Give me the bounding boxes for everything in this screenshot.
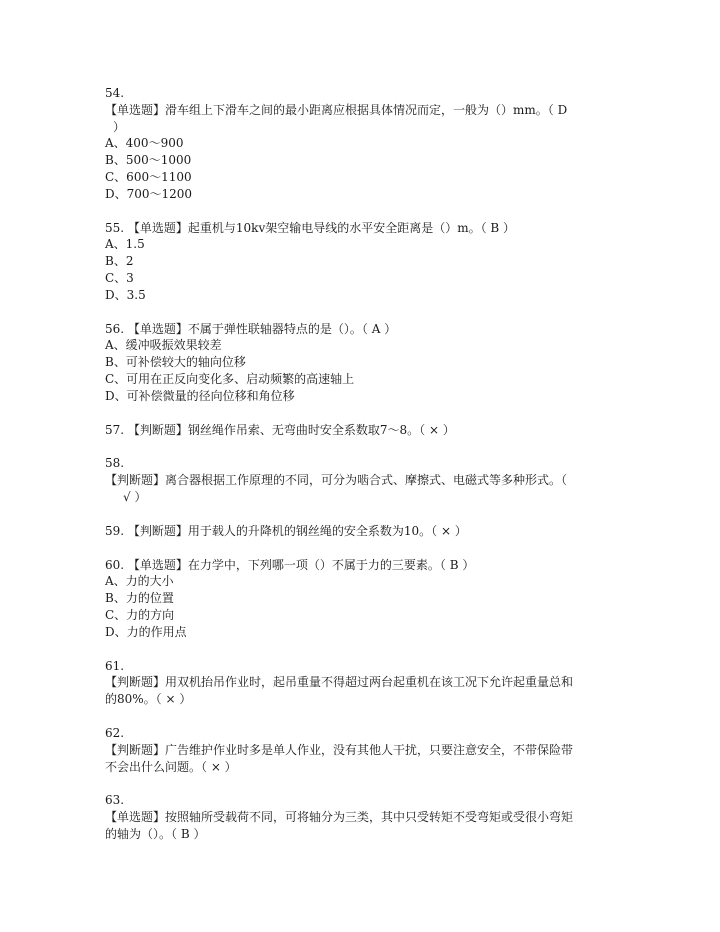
option-d: D、3.5 [105,287,146,302]
option-c: C、可用在正反向变化多、启动频繁的高速轴上 [105,371,355,386]
question-stem: 59. 【判断题】用于载人的升降机的钢丝绳的安全系数为10。（ × ） [105,523,467,538]
question-62 [105,725,615,775]
option-d: D、可补偿微量的径向位移和角位移 [105,388,295,403]
question-number: 58. [105,456,125,471]
question-55 [105,220,615,304]
option-c: C、600～1100 [105,169,192,184]
option-d: D、力的作用点 [105,624,187,639]
question-58 [105,455,615,505]
question-stem-continued: 的轴为（）。（ B ） [105,826,206,841]
option-a: A、缓冲吸振效果较差 [105,338,222,353]
option-b: B、500～1000 [105,153,192,168]
question-56 [105,321,615,405]
option-d: D、700～1200 [105,186,193,201]
question-stem-continued: ） [113,119,126,134]
question-57 [105,422,615,439]
question-number: 54. [105,86,125,100]
question-63 [105,792,615,842]
question-stem-continued: 的80%。（ × ） [105,692,192,707]
question-61 [105,658,615,708]
option-a: A、400～900 [105,136,184,151]
question-stem: 56. 【单选题】不属于弹性联轴器特点的是（）。（ A ） [105,321,397,336]
question-60 [105,557,615,641]
question-54 [105,85,615,203]
document-page [105,85,615,860]
question-number: 61. [105,658,125,673]
option-a: A、1.5 [105,237,145,252]
question-stem: 【单选题】滑车组上下滑车之间的最小距离应根据具体情况而定，一般为（）mm。（ D [105,102,568,117]
option-c: C、3 [105,270,134,285]
option-b: B、力的位置 [105,591,174,606]
question-stem: 55. 【单选题】起重机与10kv架空输电导线的水平安全距离是（）m。（ B ） [105,220,516,235]
question-stem: 【判断题】离合器根据工作原理的不同，可分为啮合式、摩擦式、电磁式等多种形式。（ [105,473,568,488]
question-stem-continued: √ ） [123,489,147,504]
question-59 [105,523,615,540]
question-number: 62. [105,725,125,740]
option-b: B、2 [105,254,134,269]
option-b: B、可补偿较大的轴向位移 [105,355,246,370]
option-c: C、力的方向 [105,607,175,622]
question-stem: 60. 【单选题】在力学中，下列哪一项（）不属于力的三要素。（ B ） [105,557,475,572]
question-stem: 【判断题】用双机抬吊作业时，起吊重量不得超过两台起重机在该工况下允许起重量总和 [105,675,574,690]
question-stem: 57. 【判断题】钢丝绳作吊索、无弯曲时安全系数取7～8。（ × ） [105,422,455,437]
question-number: 63. [105,793,125,808]
question-stem: 【单选题】按照轴所受载荷不同，可将轴分为三类，其中只受转矩不受弯矩或受很小弯矩 [105,810,574,825]
question-stem: 【判断题】广告维护作业时多是单人作业，没有其他人干扰，只要注意安全，不带保险带 [105,742,574,757]
question-stem-continued: 不会出什么问题。（ × ） [105,759,237,774]
option-a: A、力的大小 [105,574,174,589]
